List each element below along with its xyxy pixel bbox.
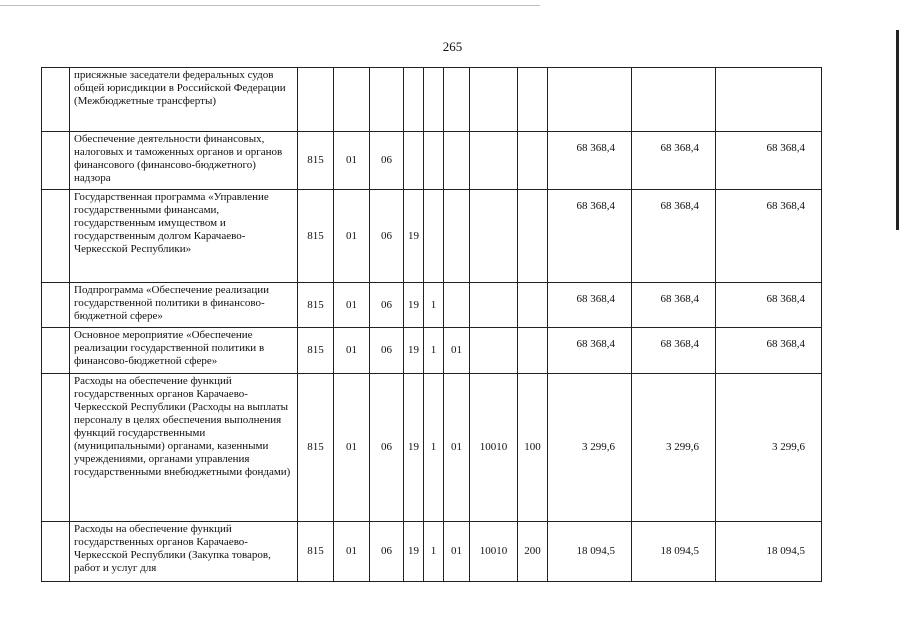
activity-code	[444, 283, 470, 328]
ministry-code: 815	[298, 190, 334, 283]
table-row	[42, 132, 822, 190]
expense-type-code	[518, 190, 548, 283]
activity-code: 01	[444, 522, 470, 582]
amount-1: 68 368,4	[548, 328, 632, 374]
subprogram-code	[424, 190, 444, 283]
row-name: присяжные заседатели федеральных судов общей юрисдикции в Российской Федерации (Межбюджетные трансферты)	[70, 68, 298, 132]
table-row	[42, 374, 822, 522]
row-name: Обеспечение деятельности финансовых, налоговых и таможенных органов и органов финансового (финансово-бюджетного) надзора	[70, 132, 298, 190]
blank-cell	[42, 374, 70, 522]
direction-code: 10010	[470, 522, 518, 582]
amount-1: 68 368,4	[548, 190, 632, 283]
subsection-code: 06	[370, 374, 404, 522]
row-name: Государственная программа «Управление государственными финансами, государственным имуществом и государственным долгом Карачаево-Черкесской Республики»	[70, 190, 298, 283]
section-code: 01	[334, 190, 370, 283]
amount-3	[716, 68, 822, 132]
amount-2: 18 094,5	[632, 522, 716, 582]
section-code: 01	[334, 283, 370, 328]
amount-3: 68 368,4	[716, 190, 822, 283]
section-code	[334, 68, 370, 132]
subsection-code: 06	[370, 132, 404, 190]
ministry-code	[298, 68, 334, 132]
scan-artifact-line	[0, 5, 540, 6]
row-name: Подпрограмма «Обеспечение реализации государственной политики в финансово-бюджетной сфере»	[70, 283, 298, 328]
amount-3: 68 368,4	[716, 132, 822, 190]
subsection-code: 06	[370, 283, 404, 328]
subprogram-code: 1	[424, 328, 444, 374]
ministry-code: 815	[298, 522, 334, 582]
ministry-code: 815	[298, 374, 334, 522]
expense-type-code	[518, 132, 548, 190]
table-row	[42, 283, 822, 328]
table-row	[42, 328, 822, 374]
program-code: 19	[404, 283, 424, 328]
blank-cell	[42, 283, 70, 328]
ministry-code: 815	[298, 132, 334, 190]
subprogram-code: 1	[424, 374, 444, 522]
direction-code: 10010	[470, 374, 518, 522]
blank-cell	[42, 190, 70, 283]
budget-table	[41, 67, 822, 582]
scan-artifact-edge	[896, 30, 899, 230]
direction-code	[470, 132, 518, 190]
program-code: 19	[404, 522, 424, 582]
activity-code: 01	[444, 328, 470, 374]
section-code: 01	[334, 374, 370, 522]
section-code: 01	[334, 328, 370, 374]
expense-type-code	[518, 328, 548, 374]
row-name: Основное мероприятие «Обеспечение реализации государственной политики в финансово-бюджетной сфере»	[70, 328, 298, 374]
program-code: 19	[404, 190, 424, 283]
subsection-code: 06	[370, 328, 404, 374]
subprogram-code	[424, 132, 444, 190]
program-code	[404, 132, 424, 190]
amount-3: 68 368,4	[716, 283, 822, 328]
amount-1: 68 368,4	[548, 283, 632, 328]
blank-cell	[42, 328, 70, 374]
subprogram-code: 1	[424, 522, 444, 582]
row-name: Расходы на обеспечение функций государственных органов Карачаево-Черкесской Республики (Расходы на выплаты персоналу в целях обеспечения выполнения функций государственными (муниципальными) органами, казенными учреждениями, органами управления государственными внебюджетными фондами)	[70, 374, 298, 522]
subprogram-code	[424, 68, 444, 132]
direction-code	[470, 68, 518, 132]
program-code	[404, 68, 424, 132]
direction-code	[470, 283, 518, 328]
amount-2: 68 368,4	[632, 132, 716, 190]
direction-code	[470, 328, 518, 374]
amount-1: 68 368,4	[548, 132, 632, 190]
amount-2: 68 368,4	[632, 283, 716, 328]
row-name: Расходы на обеспечение функций государственных органов Карачаево-Черкесской Республики (Закупка товаров, работ и услуг для	[70, 522, 298, 582]
amount-3: 3 299,6	[716, 374, 822, 522]
activity-code	[444, 190, 470, 283]
section-code: 01	[334, 522, 370, 582]
expense-type-code	[518, 283, 548, 328]
amount-2: 3 299,6	[632, 374, 716, 522]
subsection-code: 06	[370, 522, 404, 582]
amount-3: 18 094,5	[716, 522, 822, 582]
program-code: 19	[404, 328, 424, 374]
subprogram-code: 1	[424, 283, 444, 328]
activity-code: 01	[444, 374, 470, 522]
ministry-code: 815	[298, 328, 334, 374]
direction-code	[470, 190, 518, 283]
amount-2: 68 368,4	[632, 328, 716, 374]
activity-code	[444, 68, 470, 132]
subsection-code: 06	[370, 190, 404, 283]
page-number: 265	[442, 39, 463, 54]
expense-type-code	[518, 68, 548, 132]
amount-1: 3 299,6	[548, 374, 632, 522]
amount-3: 68 368,4	[716, 328, 822, 374]
expense-type-code: 200	[518, 522, 548, 582]
activity-code	[444, 132, 470, 190]
table-row	[42, 68, 822, 132]
table-row	[42, 190, 822, 283]
amount-1	[548, 68, 632, 132]
amount-2: 68 368,4	[632, 190, 716, 283]
amount-1: 18 094,5	[548, 522, 632, 582]
expense-type-code: 100	[518, 374, 548, 522]
amount-2	[632, 68, 716, 132]
program-code: 19	[404, 374, 424, 522]
subsection-code	[370, 68, 404, 132]
blank-cell	[42, 68, 70, 132]
table-row	[42, 522, 822, 582]
section-code: 01	[334, 132, 370, 190]
blank-cell	[42, 132, 70, 190]
ministry-code: 815	[298, 283, 334, 328]
blank-cell	[42, 522, 70, 582]
